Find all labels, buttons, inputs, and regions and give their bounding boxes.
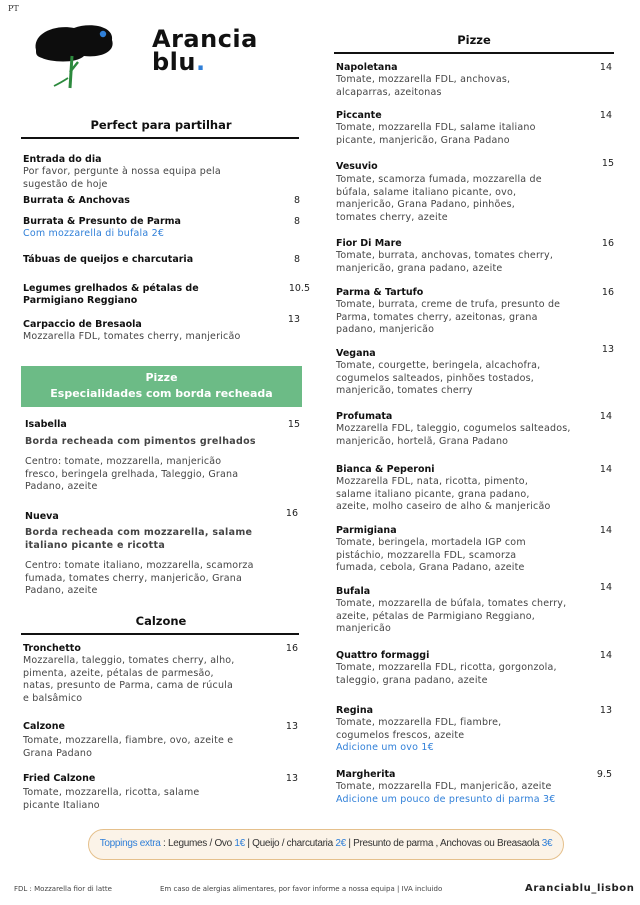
item-desc: manjericão, tomates cherry [336,385,473,397]
item-price: 8 [293,195,300,206]
item-desc: Mozzarella FDL, tomates cherry, manjericão [23,331,241,342]
item-desc: Tomate, mozzarella FDL, anchovas, [336,74,511,85]
item-desc: Tomate, mozzarella, fiambre, ovo, azeite e [23,735,234,746]
calzone-section-title: Calzone [135,614,187,628]
centro-text: : tomate, mozzarella, manjericão [57,456,222,467]
item-desc: natas, presunto de Parma, cama de rúcula [23,680,234,692]
item-desc: Tomate, mozzarella de búfala, tomates cherry, [336,598,567,609]
item-name: Calzone [23,721,65,732]
toppings-text-3: | Presunto de parma , Anchovas ou Breasaola [345,838,542,849]
item-desc: Parma, tomates cherry, azeitonas, grana [336,311,538,323]
item-name: Vegana [336,348,376,359]
specialities-banner [21,366,302,407]
item-crust: Borda recheada com pimentos grelhados [25,436,256,447]
menu-item-nueva [25,511,275,598]
item-price: 13 [287,314,300,325]
calzone-section-rule [21,633,299,635]
menu-item-fried-calzone [23,773,283,812]
menu-item-regina [336,705,596,755]
item-price: 14 [599,464,612,475]
item-desc: picante Italiano [23,799,100,811]
item-desc: Tomate, courgette, beringela, alcachofra, [336,360,541,371]
item-note: Adicione um pouco de presunto di parma 3€ [336,793,556,805]
item-desc: Tomate, burrata, anchovas, tomates cherry, [336,250,554,261]
item-price: 13 [285,721,298,732]
menu-item-profumata [336,411,606,448]
item-desc: taleggio, grana padano, azeite [336,674,488,686]
toppings-text-1: : Legumes / Ovo [160,838,235,849]
umbrella-pine-logo [32,20,122,92]
item-desc: Tomate, mozzarella FDL, salame italiano [336,122,536,133]
item-centro-line: Padano, azeite [25,585,98,597]
item-name: Fried Calzone [23,773,96,784]
menu-item-parma-tartufo [336,287,596,337]
item-desc: salame italiano picante, grana padano, [336,488,530,500]
item-name: Bufala [336,586,371,597]
item-price: 13 [599,705,612,716]
item-price: 16 [285,508,298,519]
item-desc: manjericão [336,623,391,635]
item-desc: cogumelos salteados, pinhões tostados, [336,372,535,384]
item-price: 14 [599,411,612,422]
menu-item-legumes [23,283,273,307]
item-desc: Tomate, mozzarella FDL, ricotta, gorgonzola, [336,662,557,673]
item-note: Com mozzarella di bufala 2€ [23,228,165,239]
menu-item-tronchetto [23,643,283,705]
toppings-price-2: 2€ [335,838,346,849]
toppings-price-3: 3€ [541,838,553,849]
pizze-section-rule [334,52,614,54]
item-price: 8 [293,254,300,265]
item-desc: Grana Padano [23,747,93,759]
toppings-text-2: | Queijo / charcutaria [244,838,336,849]
menu-item-parmigiana [336,525,596,575]
toppings-extra-box [88,829,564,860]
item-price: 13 [285,773,298,784]
footer-handle: Aranciablu_lisbon [525,883,635,894]
item-name: Entrada do dia [23,154,102,165]
item-desc: azeite, molho caseiro de alho & manjericão [336,501,551,513]
centro-label: Centro [25,560,58,571]
item-desc: manjericão, Grana Padano, pinhões, [336,199,515,211]
item-desc: padano, manjericão [336,324,435,336]
item-name: Profumata [336,411,393,422]
menu-item-quattro-formaggi [336,650,606,687]
item-desc: pimenta, azeite, pétalas de parmesão, [23,667,214,679]
language-label: PT [8,4,19,13]
item-price: 15 [601,158,614,169]
item-name: Vesuvio [336,161,378,172]
item-desc: Tomate, mozzarella FDL, fiambre, [336,717,502,728]
share-section-title: Perfect para partilhar [90,118,232,132]
menu-item-bianca-peperoni [336,464,606,514]
centro-text: : tomate italiano, mozzarella, scamorza [57,560,254,571]
item-name: Carpaccio de Bresaola [23,319,142,330]
item-desc: tomates cherry, azeite [336,211,448,223]
item-name: Fior Di Mare [336,238,402,249]
item-name: Tronchetto [23,643,81,654]
item-price: 14 [599,525,612,536]
centro-label: Centro [25,456,58,467]
item-name: Bianca & Peperoni [336,464,435,475]
item-name: Piccante [336,110,382,121]
menu-item-calzone [23,721,283,760]
item-desc: Por favor, pergunte à nossa equipa pela [23,166,221,177]
item-crust: Borda recheada com mozzarella, salame [25,527,253,538]
item-desc: fumada, cebola, Grana Padano, azeite [336,562,525,574]
item-name: Nueva [25,511,59,522]
item-price: 16 [601,287,614,298]
menu-item-bufala [336,586,606,636]
menu-item-napoletana [336,62,596,99]
item-desc: Tomate, scamorza fumada, mozzarella de [336,174,542,185]
item-name: Burrata & Presunto de Parma [23,216,181,227]
item-desc: e balsâmico [23,692,83,704]
item-name: Burrata & Anchovas [23,195,130,206]
item-desc: azeite, pétalas de Parmigiano Reggiano, [336,610,535,622]
menu-item-margherita [336,769,606,806]
item-desc: pistáchio, mozzarella FDL, scamorza [336,549,517,561]
brand-line-1: Arancia [152,25,258,53]
menu-item-vesuvio [336,161,596,224]
item-price: 15 [287,419,300,430]
item-name: Tábuas de queijos e charcutaria [23,254,194,265]
share-section-rule [21,137,299,139]
item-desc: manjericão, grana padano, azeite [336,262,503,274]
item-name: Legumes grelhados & pétalas de [23,283,199,294]
item-desc: Tomate, burrata, creme de trufa, presunto de [336,299,561,310]
brand-wordmark [152,25,258,76]
item-price: 9.5 [596,769,612,780]
item-price: 13 [601,344,614,355]
item-desc: manjericão, hortelã, Grana Padano [336,435,509,447]
footer-fdl-note: FDL : Mozzarella fior di latte [14,885,112,893]
menu-item-burrata-parma [23,216,273,241]
banner-line-1: Pizze [145,371,178,384]
item-price: 10.5 [288,283,310,294]
item-name: Regina [336,705,373,716]
menu-item-tabuas [23,254,273,266]
item-price: 14 [599,650,612,661]
item-price: 8 [293,216,300,227]
item-centro [25,560,275,573]
menu-item-entrada [23,154,283,191]
menu-item-carpaccio [23,319,283,344]
item-crust: italiano picante e ricotta [25,540,166,551]
toppings-label: Toppings extra [99,838,161,849]
menu-item-fior-di-mare [336,238,596,275]
brand-line-2: blu [152,48,196,76]
pizze-section-title: Pizze [457,33,491,47]
item-centro-line: Padano, azeite [25,481,98,493]
menu-item-piccante [336,110,596,147]
item-desc: Tomate, beringela, mortadela IGP com [336,537,526,548]
item-price: 16 [285,643,298,654]
item-desc: picante, manjericão, Grana Padano [336,134,510,146]
toppings-price-1: 1€ [234,838,245,849]
item-desc: Mozzarella, taleggio, tomates cherry, alho, [23,655,235,666]
banner-line-2: Especialidades com borda recheada [50,387,273,400]
item-desc: alcaparras, azeitonas [336,86,442,98]
item-name: Isabella [25,419,67,430]
item-price: 14 [599,62,612,73]
item-desc: Tomate, mozzarella FDL, manjericão, azeite [336,781,552,792]
item-note: Adicione um ovo 1€ [336,742,434,754]
item-desc: sugestão de hoje [23,178,108,190]
menu-item-vegana [336,348,596,398]
item-name: Quattro formaggi [336,650,430,661]
item-name: Parmigiana [336,525,397,536]
item-desc: Mozzarella FDL, taleggio, cogumelos salteados, [336,423,571,434]
item-desc: Mozzarella FDL, nata, ricotta, pimento, [336,476,529,487]
item-desc: cogumelos frescos, azeite [336,729,465,741]
item-name: Parma & Tartufo [336,287,424,298]
menu-item-burrata-anchovas [23,195,273,207]
menu-item-isabella [25,419,275,494]
item-desc: Tomate, mozzarella, ricotta, salame [23,787,200,798]
item-desc: búfala, salame italiano picante, ovo, [336,186,517,198]
item-centro [25,456,275,469]
footer-allergy-note: Em caso de alergias alimentares, por favor informe a nossa equipa | IVA incluido [160,885,443,893]
item-price: 16 [601,238,614,249]
item-name: Napoletana [336,62,398,73]
item-centro-line: fumada, tomates cherry, manjericão, Grana [25,572,243,584]
item-price: 14 [599,582,612,593]
item-centro-line: fresco, beringela grelhada, Taleggio, Grana [25,468,239,480]
brand-dot: . [196,48,206,76]
item-name: Margherita [336,769,396,780]
item-price: 14 [599,110,612,121]
item-name: Parmigiano Reggiano [23,295,138,306]
